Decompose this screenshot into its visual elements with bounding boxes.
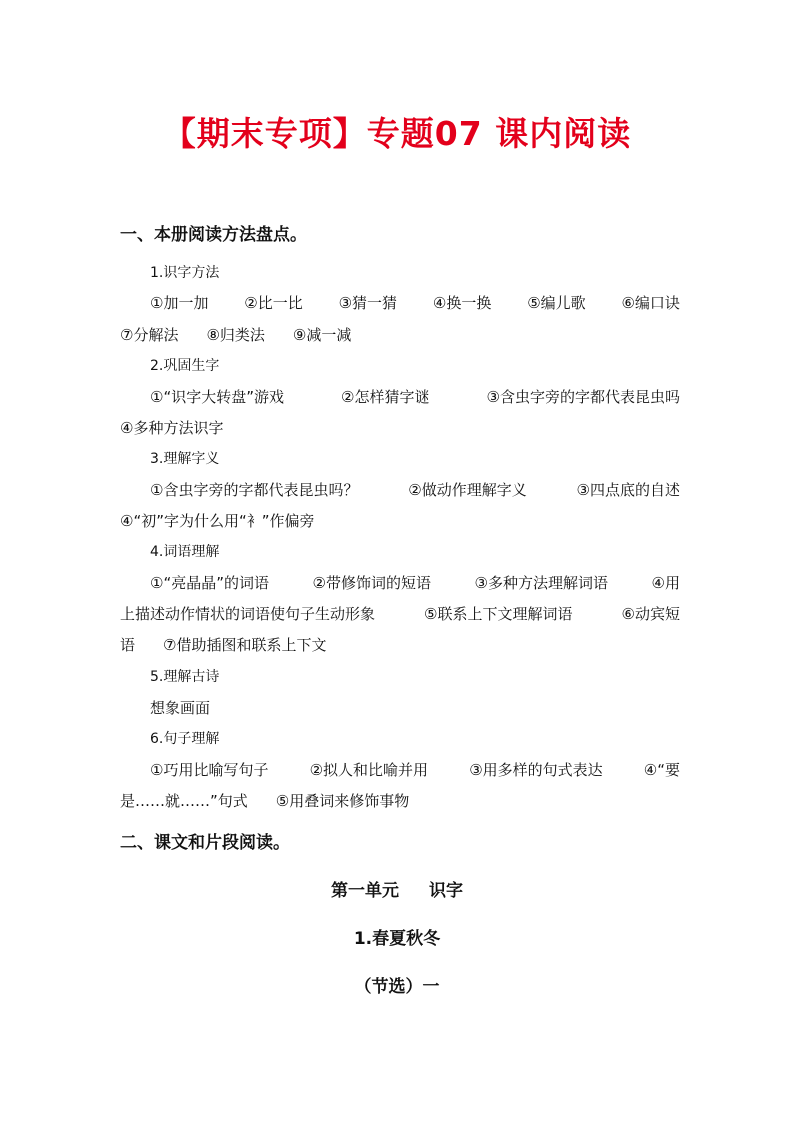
item-line [120,417,650,438]
item-line [150,292,680,313]
method: ②比一比 [244,294,303,312]
item-line [120,790,650,811]
excerpt-label: （节选）一 [354,977,440,997]
item-line [120,603,680,624]
method: ⑦分解法 [120,326,179,344]
method: ③四点底的自述 [576,481,680,499]
method: ③猜一猜 [338,294,398,312]
method: ①“识字大转盘”游戏 [150,388,284,406]
method: ⑨减一减 [292,326,352,344]
method: ⑤编儿歌 [527,294,586,312]
method: ①巧用比喻写句子 [150,761,269,779]
item-line [150,386,680,407]
method: ①“亮晶晶”的词语 [150,574,269,592]
item-label: 1.识字方法 [150,265,220,281]
method: ②拟人和比喻并用 [309,761,429,779]
item-line [120,324,650,345]
unit-label: 第一单元 [331,881,399,901]
item-label: 3.理解字义 [150,451,220,467]
item-line [150,759,680,780]
lesson-title: 1.春夏秋冬 [353,929,441,949]
method: ③含虫字旁的字都代表昆虫吗 [486,388,680,406]
method: ⑤用叠词来修饰事物 [275,792,410,810]
section-heading-reading: 二、课文和片段阅读。 [120,833,290,853]
method: 想象画面 [150,699,211,717]
method: ④“要 [643,761,680,779]
method: ④多种方法识字 [120,419,224,437]
unit-heading [0,876,794,901]
method: ①含虫字旁的字都代表昆虫吗？ [150,481,359,499]
item-label: 2.巩固生字 [150,358,220,374]
method: ⑦借助插图和联系上下文 [163,636,327,654]
method: ①加一加 [150,294,209,312]
method: 上描述动作情状的词语使句子生动形象 [120,605,376,623]
method: ④用 [651,574,680,592]
page-title: 【期末专项】专题07 课内阅读 [162,114,632,153]
method: 是……就……”句式 [120,792,248,810]
item-line [120,510,650,531]
method: ②怎样猜字谜 [341,388,430,406]
item-line [150,479,680,500]
method: ②做动作理解字义 [408,481,527,499]
method: ②带修饰词的短语 [312,574,431,592]
section-heading-methods: 一、本册阅读方法盘点。 [120,225,307,245]
method: ③多种方法理解词语 [474,574,608,592]
item-label: 4.词语理解 [150,544,220,560]
method: ④“初”字为什么用“衤”作偏旁 [120,512,315,530]
item-line [150,697,680,718]
method: ③用多样的句式表达 [469,761,603,779]
item-label: 5.理解古诗 [150,669,220,685]
item-label: 6.句子理解 [150,731,220,747]
method: 语 [120,636,136,654]
item-line [120,634,650,655]
method: ⑥编口诀 [621,294,680,312]
item-line [150,572,680,593]
method: ⑤联系上下文理解词语 [424,605,573,623]
unit-topic: 识字 [429,881,463,901]
method: ④换一换 [432,294,492,312]
method: ⑥动宾短 [621,605,680,623]
method: ⑧归类法 [206,326,265,344]
